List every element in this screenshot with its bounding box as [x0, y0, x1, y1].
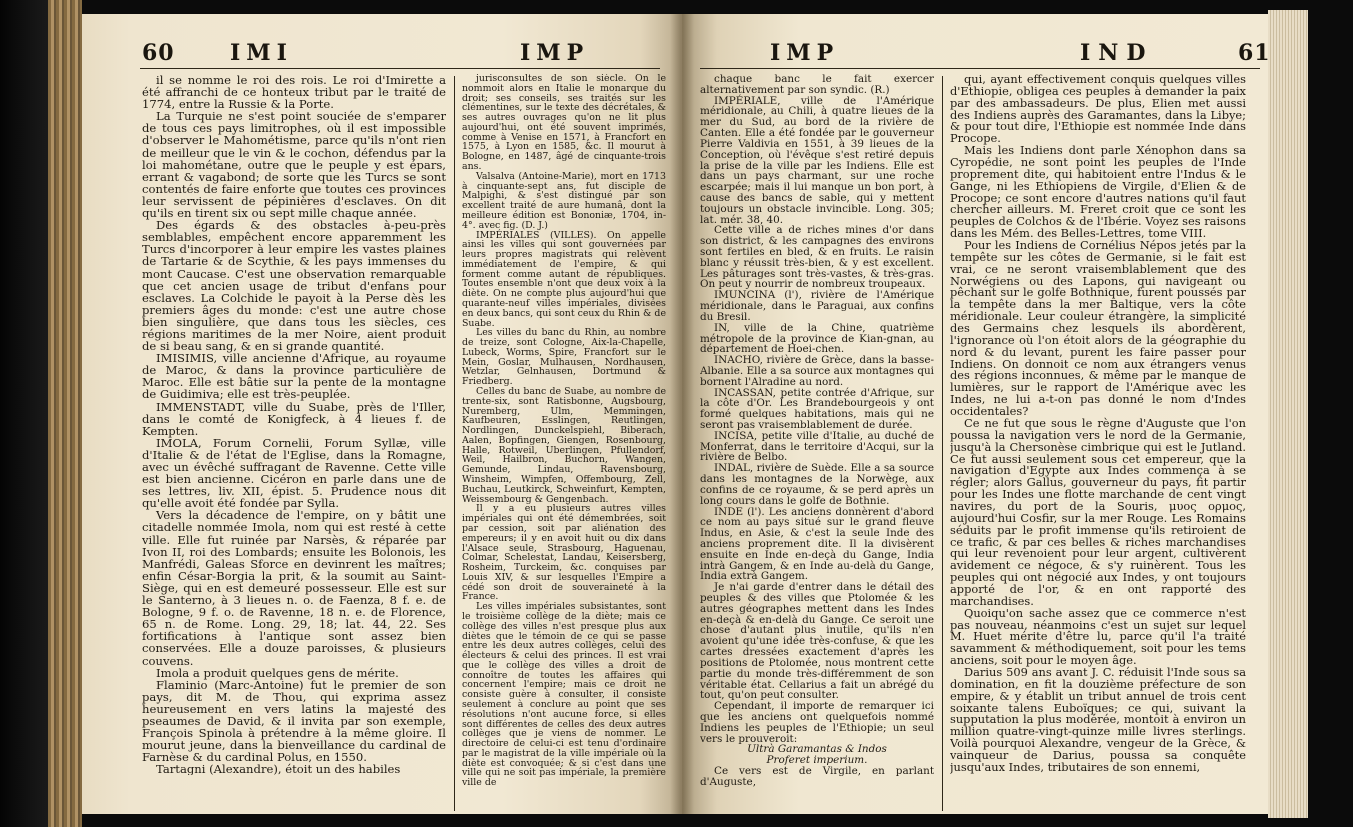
paragraph: Je n'ai garde d'entrer dans le détail des peuples & des villes que Ptolomée & les autres géographes mettent dans les Indes en-deçà & en-delà du Gange. Ce seroit une chose d'autant plus inutile, qu'ils n'en avoient qu'une idée très-confuse, & que les cartes dressées exactement d'après les positions de Ptolomée, nous montrent cette partie du monde très-différemment de son véritable état. Cellarius a fait un abrégé du tout, qu'on peut consulter. — [700, 581, 934, 702]
paragraph: Les villes impériales subsistantes, sont le troisième collège de la diète; mais ce collège des villes n'est presque plus aux diètes que le témoin de ce qui se passe entre les deux autres collèges, celui des électeurs & celui des princes. Il est vrai que le collège des villes a droit de connoître de toutes les affaires qui concernent l'empire; mais ce droit ne consiste guère à consulter, il consiste seulement à conclure au point que ses résolutions n'ont aucune force, si elles sont différentes de celles des deux autres collèges que je viens de nommer. Le directoire de celui-ci est tenu d'ordinaire par le magistrat de la ville impériale où la diète est convoquée; & si c'est dans une ville qui ne soit pas impériale, la première ville de — [462, 601, 666, 789]
left-page-number: 60 — [142, 40, 175, 66]
paragraph: IMUNCINA (l'), rivière de l'Amérique méridionale, dans le Paraguai, aux confins du Bresil. — [700, 289, 934, 323]
paragraph: IMPÉRIALE, ville de l'Amérique méridionale, au Chili, à quatre lieues de la mer du Sud, au bord de la rivière de Canten. Elle a été fondée par le gouverneur Pierre Valdivia en 1551, à 39 lieues de la Conception, où l'évêque s'est retiré depuis la prise de la ville par les Indiens. Elle est dans un pays charmant, sur une roche escarpée; mais il lui manque un bon port, à cause des bancs de sable, qui y mettent toujours un obstacle invincible. Long. 305; lat. mér. 38, 40. — [700, 94, 934, 226]
paragraph: Cependant, il importe de remarquer ici que les anciens ont quelquefois nommé Indiens les peuples de l'Ethiopie; un seul vers le prouveroit: — [700, 700, 934, 745]
paragraph: il se nomme le roi des rois. Le roi d'Imirette a été affranchi de ce honteux tribut par le traité de 1774, entre la Russie & la Porte. — [142, 74, 446, 112]
paragraph: Mais les Indiens dont parle Xénophon dans sa Cyropédie, ne sont point les peuples de l'Inde proprement dite, qui habitoient entre l'Indus & le Gange, ni les Ethiopiens de Virgile, d'Elien & de Procope; ce sont encore d'autres nations qu'il faut chercher ailleurs. M. Freret croit que ce sont les peuples de Colchos & de l'Ibérie. Voyez ses raisons dans les Mém. des Belles-Lettres, tome VIII. — [950, 143, 1246, 241]
right-header-rule — [700, 68, 1260, 69]
left-header-rule — [140, 68, 660, 69]
left-running-head-2: IMP — [520, 40, 590, 66]
paragraph: IMISIMIS, ville ancienne d'Afrique, au royaume de Maroc, & dans la province particulière de Maroc. Elle est bâtie sur la pente de la montagne de Guidimiva; elle est très-peuplée. — [142, 351, 446, 402]
paragraph: Ce vers est de Virgile, en parlant d'Auguste, — [700, 765, 934, 788]
paragraph: Flaminio (Marc-Antoine) fut le premier de son pays, dit M. de Thou, qui exprima assez heureusement en vers latins la majesté des pseaumes de David, & il invita par son exemple, François Spinola à prétendre à la même gloire. Il mourut jeune, dans la bienveillance du cardinal de Farnèse & du cardinal Polus, en 1550. — [142, 677, 446, 765]
paragraph: IMMENSTADT, ville du Suabe, près de l'Iller, dans le comté de Konigfeck, à 4 lieues f. de Kempten. — [142, 399, 446, 438]
right-column-rule — [942, 76, 943, 811]
paragraph: INACHO, rivière de Grèce, dans la basse-Albanie. Elle a sa source aux montagnes qui bornent l'Alradine au nord. — [700, 354, 934, 388]
paragraph: chaque banc le fait exercer alternativement par son syndic. (R.) — [700, 74, 934, 96]
paragraph: Les villes du banc du Rhin, au nombre de treize, sont Cologne, Aix-la-Chapelle, Lubeck, Worms, Spire, Francfort sur le Mein, Goslar, Mulhausen, Nordhausen, Wetzlar, Gelnhausen, Dortmund & Friedberg. — [462, 327, 666, 388]
paragraph: jurisconsultes de son siècle. On le nommoit alors en Italie le monarque du droit; ses conseils, ses traités sur les clémentines, sur le texte des décrétales, & ses autres ouvrages qu'on ne lit plus aujourd'hui, ont été souvent imprimés, comme à Venise en 1571, à Francfort en 1575, à Lyon en 1585, &c. Il mourut à Bologne, en 1487, âgé de cinquante-trois ans. — [462, 74, 666, 173]
paragraph: INDAL, rivière de Suède. Elle a sa source dans les montagnes de la Norwège, aux confins de ce royaume, & se perd après un long cours dans le golfe de Bothnie. — [700, 462, 934, 507]
right-page-number: 61 — [1238, 40, 1271, 66]
paragraph: Il y a eu plusieurs autres villes impériales qui ont été démembrées, soit par cession, soit par aliénation des empereurs; il y en avoit huit ou dix dans l'Alsace seule, Strasbourg, Haguenau, Colmar, Schelestat, Landau, Keisersberg, Rosheim, Turckeim, &c. conquises par Louis XIV, & sur lesquelles l'Empire a cédé son droit de souveraineté à la France. — [462, 503, 666, 603]
paragraph: INCASSAN, petite contrée d'Afrique, sur la côte d'Or. Les Brandebourgeois y ont formé quelques habitations, mais qui ne seront pas vraisemblablement de durée. — [700, 386, 934, 431]
paragraph: Ultrà Garamantas & Indos — [747, 743, 887, 756]
paragraph: Imola a produit quelques gens de mérite. — [156, 665, 399, 680]
book-binding — [0, 0, 48, 827]
paragraph: IMPÉRIALES (VILLES). On appelle ainsi les villes qui sont gouvernées par leurs propres magistrats qui relèvent immédiatement de l'empire, & qui forment comme autant de républiques. Toutes ensemble n'ont que deux voix à la diète. On ne compte plus aujourd'hui que quarante-neuf villes impériales, divisées en deux bancs, qui sont ceux du Rhin & de Suabe. — [462, 229, 666, 329]
paragraph: Quoiqu'on sache assez que ce commerce n'est pas nouveau, néanmoins c'est un sujet sur lequel M. Huet mérite d'être lu, parce qu'il l'a traité savamment & méthodiquement, soit pour les tems anciens, soit pour le moyen âge. — [950, 605, 1246, 668]
paragraph: La Turquie ne s'est point souciée de s'emparer de tous ces pays limitrophes, où il est impossible d'observer le Mahométisme, parce qu'ils n'ont rien de meilleur que le vin & le cochon, défendus par la loi mahométane, outre que le peuple y est épars, errant & vagabond; de sorte que les Turcs se sont contentés de faire enforte que toutes ces provinces leur servissent de pépinières d'esclaves. On dit qu'ils en tirent six ou sept mille chaque année. — [142, 109, 446, 221]
right-page-column-1 — [700, 74, 934, 788]
book-cover-edge — [48, 0, 82, 827]
paragraph: IMOLA, Forum Cornelii, Forum Syllæ, ville d'Italie & de l'état de l'Eglise, dans la Romagne, avec un évêché suffragant de Ravenne. Cette ville est bien ancienne. Cicéron en parle dans une de ses lettres, liv. XII, épist. 5. Prudence nous dit qu'elle avoit été fondée par Sylla. — [142, 435, 446, 511]
book-gutter — [670, 14, 694, 814]
paragraph: INDE (l'). Les anciens donnèrent d'abord ce nom au pays situé sur le grand fleuve Indus, en Asie, & c'est la seule Inde des anciens proprement dite. Il la divisèrent ensuite en Inde en-deçà du Gange, India intrà Gangem, & en Inde au-delà du Gange, India extrà Gangem. — [700, 505, 934, 583]
paragraph: Pour les Indiens de Cornélius Népos jetés par la tempête sur les côtes de Germanie, si le fait est vrai, ce ne seront vraisemblablement que des Norwégiens ou des Lapons, qui navigeant ou pêchant sur le golfe Bothnique, furent poussés par la tempête dans la mer Baltique, vers la côte méridionale. Leur couleur étrangère, la simplicité des Germains chez lesquels ils abordèrent, l'ignorance où l'on étoit alors de la géographie du nord & du levant, purent les faire passer pour Indiens. On donnoit ce nom aux étrangers venus des régions inconnues, & même par le manque de lumières, sur le rapport de l'Amérique avec les Indes, ne lui a-t-on pas donné le nom d'Indes occidentales? — [950, 238, 1246, 419]
left-page-column-2 — [462, 74, 666, 788]
paragraph: Valsalva (Antoine-Marie), mort en 1713 à cinquante-sept ans, fut disciple de Malpighi, & s'est distingué par son excellent traité de aure humanâ, dont la meilleure édition est Bononiæ, 1704, in-4°. avec fig. (D. J.) — [462, 170, 666, 231]
paragraph: qui, ayant effectivement conquis quelques villes d'Ethiopie, obligea ces peuples à demander la paix par des ambassadeurs. De plus, Elien met aussi des Indiens auprès des Garamantes, dans la Libye; & pour tout dire, l'Ethiopie est nommée Inde dans Procope. — [950, 74, 1246, 146]
right-page-column-2 — [950, 74, 1246, 774]
paragraph: Cette ville a de riches mines d'or dans son district, & les campagnes des environs sont fertiles en bled, & en fruits. Le raisin blanc y réussit très-bien, & y est excellent. Les pâturages sont très-vastes, & très-gras. On peut y nourrir de nombreux troupeaux. — [700, 224, 934, 291]
paragraph: Celles du banc de Suabe, au nombre de trente-six, sont Ratisbonne, Augsbourg, Nuremberg, Ulm, Memmingen, Kaufbeuren, Esslingen, Reutlingen, Nordlingen, Dunckelspiehl, Biberach, Aalen, Bopfingen, Giengen, Rosenbourg, Halle, Rotweil, Uberlingen, Pfullendorf, Weil, Hailbron, Buchorn, Wangen, Gemunde, Lindau, Ravensbourg, Winsheim, Wimpfen, Offembourg, Zell, Buchau, Leutkirck, Schweinfurt, Kempten, Weissembourg & Gengenbach. — [462, 386, 666, 505]
left-page-column-1 — [142, 74, 446, 775]
paragraph: Tartagni (Alexandre), étoit un des habiles — [156, 762, 401, 776]
right-running-head-1: IMP — [770, 40, 840, 66]
paragraph: Des égards & des obstacles à-peu-près semblables, empêchent encore apparemment les Turcs d'incorporer à leur empire les vastes plaines de Tartarie & de Scythie, & les pays immenses du mont Caucase. C'est une observation remarquable que cet ancien usage de tribut d'enfans pour esclaves. La Colchide le payoit à la Perse dès les premiers âges du monde: c'est une autre chose bien singulière, que dans tous les siècles, ces régions maritimes de la mer Noire, aient produit de si beau sang, & en si grande quantité. — [142, 218, 446, 354]
paragraph: Darius 509 ans avant J. C. réduisit l'Inde sous sa domination, en fit la douzième préfecture de son empire, & y établit un tribut annuel de trois cent soixante talens Euboïques; ce qui, suivant la supputation la plus modérée, montoit à environ un million quatre-vingt-quinze mille livres sterlings. Voilà pourquoi Alexandre, vengeur de la Grèce, & vainqueur de Darius, poussa sa conquête jusqu'aux Indes, tributaires de son ennemi, — [950, 664, 1246, 774]
paragraph: Proferet imperium. — [766, 754, 868, 767]
paragraph: IN, ville de la Chine, quatrième métropole de la province de Kian-gnan, au département de Hoei-chen. — [700, 321, 934, 356]
left-running-head-1: IMI — [230, 40, 293, 66]
paragraph: Ce ne fut que sous le règne d'Auguste que l'on poussa la navigation vers le nord de la Germanie, jusqu'à la Chersonèse cimbrique qui est le Jutland. Ce fut aussi seulement sous cet empereur, que la navigation d'Egypte aux Indes commença à se régler; alors Gallus, gouverneur du pays, fit partir pour les Indes une flotte marchande de cent vingt navires, du port de la Souris, μυος ορμος, aujourd'hui Cosfir, sur la mer Rouge. Les Romains séduits par le profit immense qu'ils retiroient de ce trafic, & par ces belles & riches marchandises qui leur revenoient pour leur argent, cultivèrent avidement ce négoce, & s'y ruinèrent. Tous les peuples qui ont négocié aux Indes, y ont toujours apporté de l'or, & en ont rapporté des marchandises. — [950, 415, 1246, 608]
left-column-rule — [454, 76, 455, 811]
right-running-head-2: IND — [1080, 40, 1154, 66]
page-fore-edge — [1268, 10, 1308, 818]
paragraph: Vers la décadence de l'empire, on y bâtit une citadelle nommée Imola, nom qui est resté à cette ville. Elle fut ruinée par Narsès, & réparée par Ivon II, roi des Lombards; ensuite les Bolonois, les Manfrédi, Galeas Sforce en devinrent les maîtres; enfin César-Borgia la prit, & la soumit au Saint-Siège, qui en est demeuré possesseur. Elle est sur le Santerno, à 3 lieues n. o. de Faenza, 8 f. e. de Bologne, 9 f. o. de Ravenne, 18 n. e. de Florence, 65 n. de Rome. Long. 29, 18; lat. 44, 22. Ses fortifications à l'antique sont assez bien conservées. Elle a douze paroisses, & plusieurs couvens. — [142, 508, 446, 668]
paragraph: INCISA, petite ville d'Italie, au duché de Monferrat, dans le territoire d'Acqui, sur la rivière de Belbo. — [700, 429, 934, 464]
